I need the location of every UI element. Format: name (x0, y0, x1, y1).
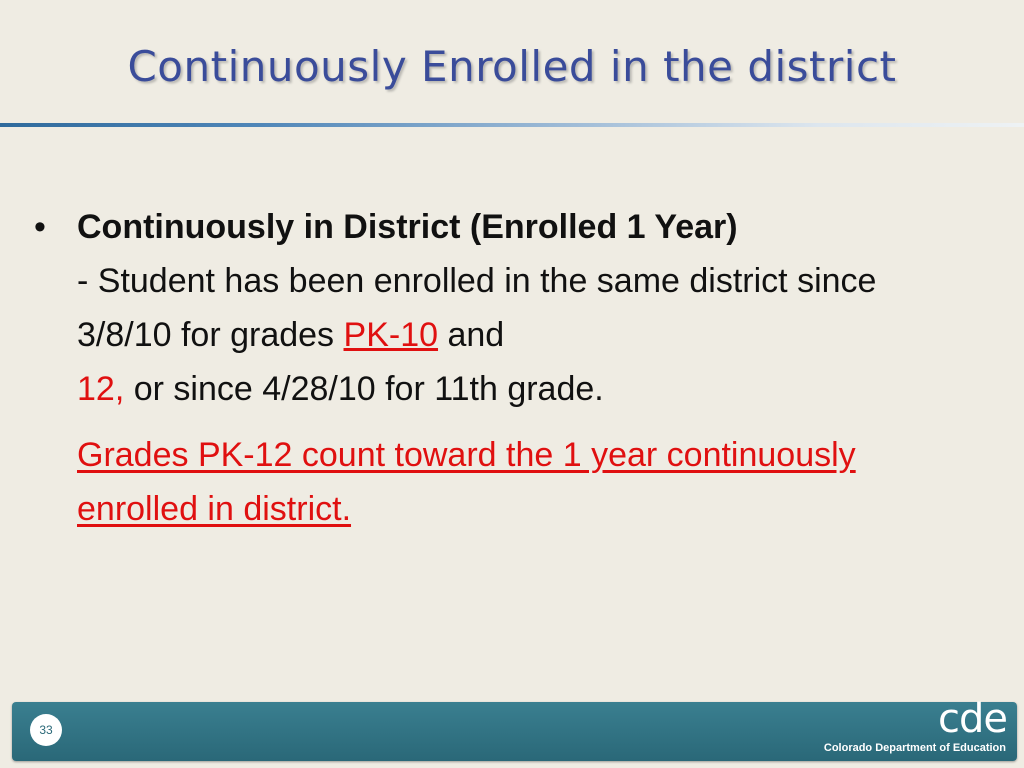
organization-name: Colorado Department of Education (823, 742, 1006, 754)
cde-logo-icon: cde (938, 696, 1007, 742)
bullet-text-and: and (438, 316, 505, 354)
highlight-note: Grades PK-12 count toward the 1 year continuously enrolled in district. (77, 436, 856, 528)
slide-title: Continuously Enrolled in the district (127, 42, 897, 91)
grade-12-text: 12, (77, 370, 125, 408)
page-number-badge: 33 (30, 714, 62, 746)
grades-pk10-link: PK-10 (343, 316, 439, 354)
slide-content (30, 200, 980, 536)
bullet-text-after: or since 4/28/10 for 11th grade. (124, 370, 604, 408)
bullet-item (30, 200, 980, 416)
bullet-heading: Continuously in District (Enrolled 1 Year) (77, 208, 738, 246)
title-divider (0, 123, 1024, 127)
bullet-marker: • (34, 208, 46, 246)
bullet-text-before: - Student has been enrolled in the same district since 3/8/10 for grades (77, 262, 877, 354)
